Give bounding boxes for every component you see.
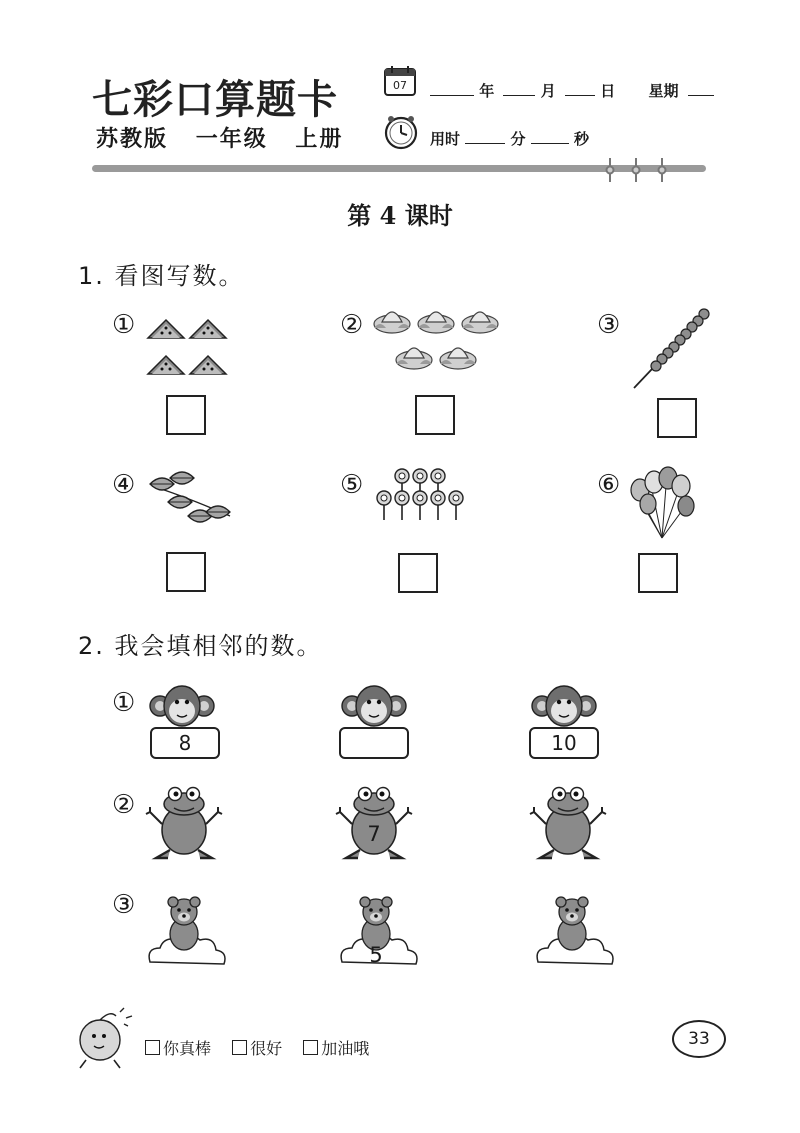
q1-item-3-index: ③ bbox=[597, 310, 621, 340]
checkbox-icon[interactable] bbox=[303, 1040, 318, 1055]
q1-answer-box-4[interactable] bbox=[166, 552, 206, 592]
time-label: 用时 bbox=[430, 130, 461, 148]
edition-volume: 上册 bbox=[295, 127, 344, 152]
q1-item-5-index: ⑤ bbox=[340, 470, 364, 500]
calendar-icon-label: 07 bbox=[393, 79, 407, 92]
peaches-icon bbox=[372, 306, 506, 382]
rating-option-3-label: 加油哦 bbox=[321, 1039, 370, 1058]
q2-row-2-index: ② bbox=[112, 790, 136, 820]
q2-row-3-value-middle: 5 bbox=[369, 943, 383, 967]
minutes-blank[interactable] bbox=[465, 129, 505, 144]
balloons-icon bbox=[626, 466, 698, 542]
monkey-icon bbox=[336, 682, 412, 728]
frog-icon bbox=[528, 780, 608, 862]
q2-row-1-index: ① bbox=[112, 688, 136, 718]
month-label: 月 bbox=[540, 82, 556, 100]
checkbox-icon[interactable] bbox=[145, 1040, 160, 1055]
month-blank[interactable] bbox=[503, 81, 535, 96]
seconds-label: 秒 bbox=[573, 130, 589, 148]
q1-item-1-index: ① bbox=[112, 310, 136, 340]
q1-answer-box-5[interactable] bbox=[398, 553, 438, 593]
rating-option-1[interactable] bbox=[145, 1039, 211, 1058]
day-blank[interactable] bbox=[565, 81, 595, 96]
weekday-blank[interactable] bbox=[688, 81, 714, 96]
date-fields bbox=[430, 80, 714, 101]
q1-answer-box-6[interactable] bbox=[638, 553, 678, 593]
page-number: 33 bbox=[672, 1020, 726, 1058]
q1-item-2-index: ② bbox=[340, 310, 364, 340]
watermelon-slices-icon bbox=[146, 306, 232, 378]
lollipops-icon bbox=[370, 466, 476, 530]
lesson-title: 第 4 课时 bbox=[347, 201, 453, 230]
time-fields bbox=[430, 128, 589, 149]
edition-publisher: 苏教版 bbox=[96, 127, 169, 152]
q2-row-1-value-3: 10 bbox=[529, 727, 599, 759]
checkbox-icon[interactable] bbox=[232, 1040, 247, 1055]
rating-option-2-label: 很好 bbox=[250, 1039, 283, 1058]
edition-info bbox=[96, 122, 361, 153]
weekday-label: 星期 bbox=[648, 82, 679, 100]
rating-option-3[interactable] bbox=[303, 1039, 369, 1058]
q1-item-6-index: ⑥ bbox=[597, 470, 621, 500]
leaves-icon bbox=[144, 466, 236, 532]
monkey-icon bbox=[526, 682, 602, 728]
brand-title: 七彩口算题卡 bbox=[92, 76, 338, 123]
q2-row-1-answer-box[interactable] bbox=[339, 727, 409, 759]
q2-row-2-value-middle: 7 bbox=[367, 822, 381, 846]
q2-row-3-index: ③ bbox=[112, 890, 136, 920]
rating-option-1-label: 你真棒 bbox=[163, 1039, 212, 1058]
self-rating bbox=[145, 1036, 385, 1059]
monkey-icon bbox=[144, 682, 220, 728]
q1-item-4-index: ④ bbox=[112, 470, 136, 500]
frog-icon bbox=[334, 780, 414, 862]
bear-on-cloud-icon bbox=[534, 884, 614, 972]
minutes-label: 分 bbox=[510, 130, 526, 148]
day-label: 日 bbox=[600, 82, 616, 100]
question-2-title: 2. 我会填相邻的数。 bbox=[78, 632, 323, 660]
edition-grade: 一年级 bbox=[195, 127, 268, 152]
bear-on-cloud-icon bbox=[146, 884, 226, 972]
year-label: 年 bbox=[479, 82, 495, 100]
peach-character-icon bbox=[70, 1004, 136, 1070]
rating-option-2[interactable] bbox=[232, 1039, 282, 1058]
calendar-icon bbox=[383, 64, 417, 98]
question-1-title: 1. 看图写数。 bbox=[78, 262, 245, 290]
q2-row-1-value-1: 8 bbox=[150, 727, 220, 759]
divider-clips-icon bbox=[600, 156, 670, 186]
frog-icon bbox=[144, 780, 224, 862]
q1-answer-box-1[interactable] bbox=[166, 395, 206, 435]
q1-answer-box-2[interactable] bbox=[415, 395, 455, 435]
clock-icon bbox=[383, 114, 419, 150]
candied-haws-skewer-icon bbox=[628, 304, 714, 392]
year-blank[interactable] bbox=[430, 81, 474, 96]
seconds-blank[interactable] bbox=[531, 129, 569, 144]
q1-answer-box-3[interactable] bbox=[657, 398, 697, 438]
